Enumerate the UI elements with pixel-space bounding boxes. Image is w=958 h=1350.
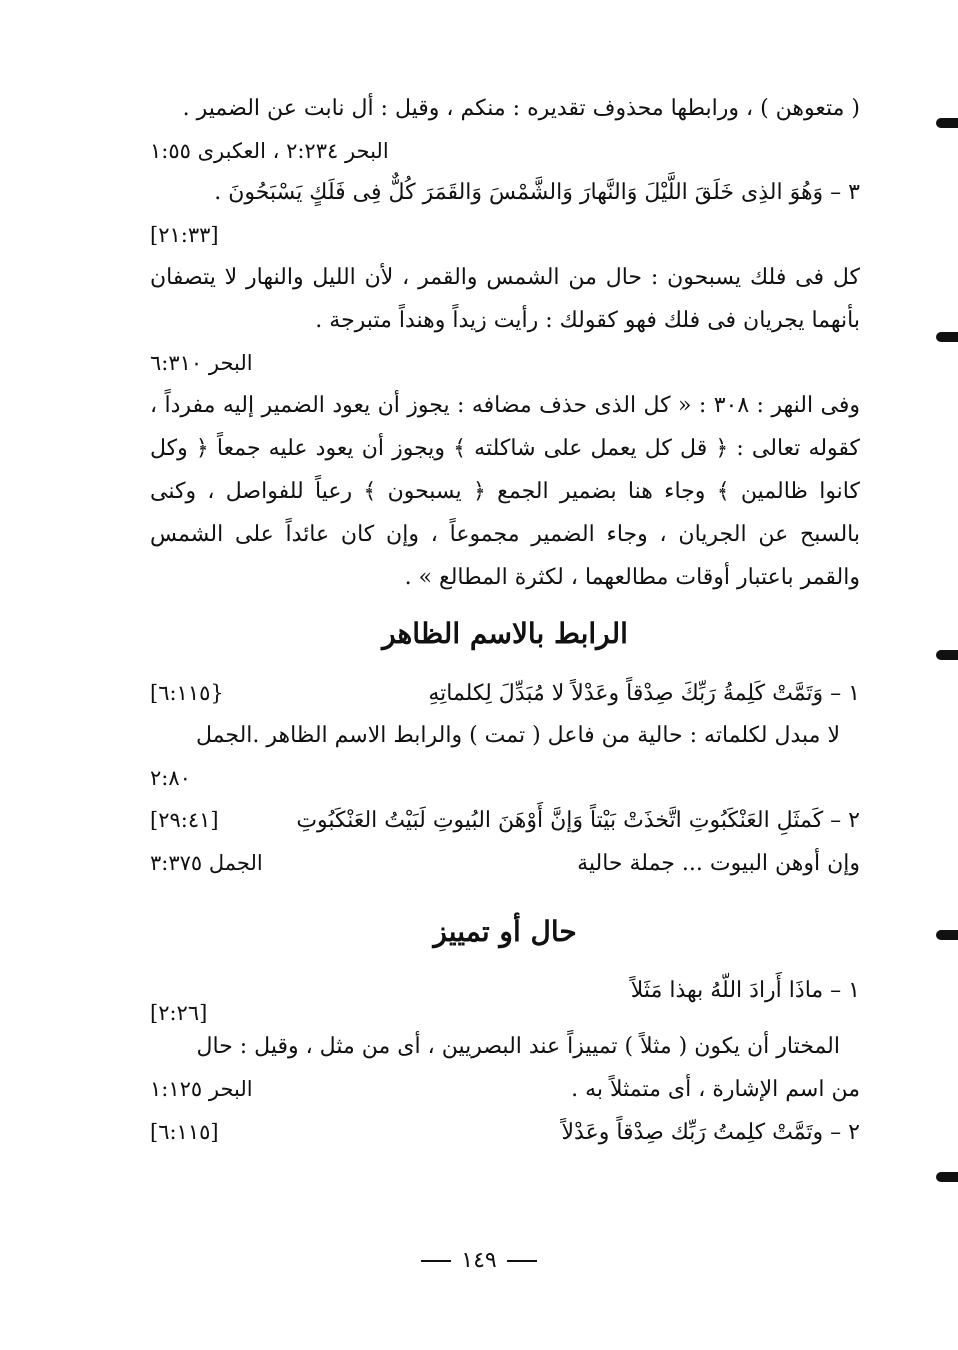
dash-right bbox=[421, 1260, 451, 1262]
reference-line bbox=[150, 342, 860, 384]
explanation-paragraph: كل فى فلك يسبحون : حال من الشمس والقمر ، لأن الليل والنهار لا يتصفان بأنهما يجريان فى فلك فهو كقولك : رأيت زيداً وهنداً متبرجة . bbox=[150, 265, 860, 333]
verse-line bbox=[150, 1111, 860, 1154]
text-line bbox=[150, 88, 860, 130]
reference: البحر ٦:٣١٠ bbox=[150, 351, 253, 375]
verse-text: ١ – وَتَمَّتْ كَلِمةُ رَبِّكَ صِدْقاً وعَدْلاً لا مُبَدِّلَ لِكلماتِهِ bbox=[428, 681, 860, 706]
section-heading: الرابط بالاسم الظاهر bbox=[382, 617, 628, 650]
margin-mark bbox=[936, 332, 958, 342]
verse-reference: [٦:١١٥} bbox=[150, 681, 224, 705]
verse-line bbox=[150, 799, 860, 842]
verse-text: ٢ – وتَمَّتْ كلِمتُ رَبِّك صِدْقاً وعَدْلاً bbox=[561, 1120, 860, 1145]
reference: الجمل ٣:٣٧٥ bbox=[150, 851, 263, 875]
verse-line bbox=[150, 672, 860, 715]
verse-reference: [٦:١١٥] bbox=[150, 1120, 219, 1144]
page-number bbox=[0, 1248, 958, 1273]
reference: ٢:٨٠ bbox=[150, 766, 191, 790]
verse-reference: [٢٩:٤١] bbox=[150, 808, 219, 832]
text-line bbox=[150, 842, 860, 885]
margin-mark bbox=[936, 118, 958, 128]
margin-mark bbox=[936, 650, 958, 660]
page-body bbox=[150, 88, 860, 1154]
verse-reference: [٢١:٣٣] bbox=[150, 223, 219, 247]
verse-line bbox=[150, 172, 860, 214]
reference: البحر ٢:٢٣٤ ، العكبرى ١:٥٥ bbox=[150, 139, 389, 163]
dash-left bbox=[507, 1260, 537, 1262]
text-line bbox=[150, 1068, 860, 1111]
reference-line bbox=[150, 130, 860, 172]
text-line bbox=[150, 715, 860, 757]
text: وإن أوهن البيوت ... جملة حالية bbox=[577, 851, 860, 876]
text: من اسم الإشارة ، أى متمثلاً به . bbox=[571, 1077, 860, 1102]
verse-text: ٣ – وَهُوَ الذِى خَلَقَ اللَّيْلَ وَالنَّهارَ وَالشَّمْسَ وَالقَمَرَ كُلٌّ فِى فَلَكٍ يَسْبَحُونَ . bbox=[214, 180, 860, 205]
quotation-paragraph: وفى النهر : ٣٠٨ : « كل الذى حذف مضافه : يجوز أن يعود الضمير إليه مفرداً ، كقوله تعالى : ﴿ قل كل يعمل على شاكلته ﴾ ويجوز أن يعود عليه جمعاً ﴿ وكل كانوا ظالمين ﴾ وجاء هنا بضمير الجمع ﴿ يسبحون ﴾ رعياً للفواصل ، وكنى بالسبح عن الجريان ، وجاء الضمير مجموعاً ، وإن كان عائداً على الشمس والقمر باعتبار أوقات مطالعهما ، لكثرة المطالع » . bbox=[150, 393, 860, 590]
text: ( متعوهن ) ، ورابطها محذوف تقديره : منكم ، وقيل : أل نابت عن الضمير . bbox=[182, 96, 860, 121]
reference-line bbox=[150, 757, 860, 799]
margin-mark bbox=[936, 1172, 958, 1182]
verse-reference-line bbox=[150, 214, 860, 256]
section-heading: حال أو تمييز bbox=[433, 915, 577, 948]
text: المختار أن يكون ( مثلاً ) تمييزاً عند البصريين ، أى من مثل ، وقيل : حال bbox=[196, 1034, 840, 1059]
verse-text: ٢ – كَمثَلِ العَنْكَبُوتِ اتَّخذَتْ بَيْتاً وَإنَّ أَوْهَنَ البُيوتِ لَبَيْتُ العَنْكَبُوتِ bbox=[296, 808, 860, 833]
page-number-text: ١٤٩ bbox=[461, 1248, 497, 1273]
text-line bbox=[150, 1026, 860, 1068]
reference: البحر ١:١٢٥ bbox=[150, 1077, 253, 1101]
verse-reference: [٢:٢٦] bbox=[150, 1001, 208, 1025]
verse-text: ١ – ماذَا أَرادَ اللّهُ بهذا مَثَلاً bbox=[630, 978, 860, 1003]
text: لا مبدل لكلماته : حالية من فاعل ( تمت ) والرابط الاسم الظاهر .الجمل bbox=[195, 723, 840, 748]
margin-mark bbox=[936, 930, 958, 940]
